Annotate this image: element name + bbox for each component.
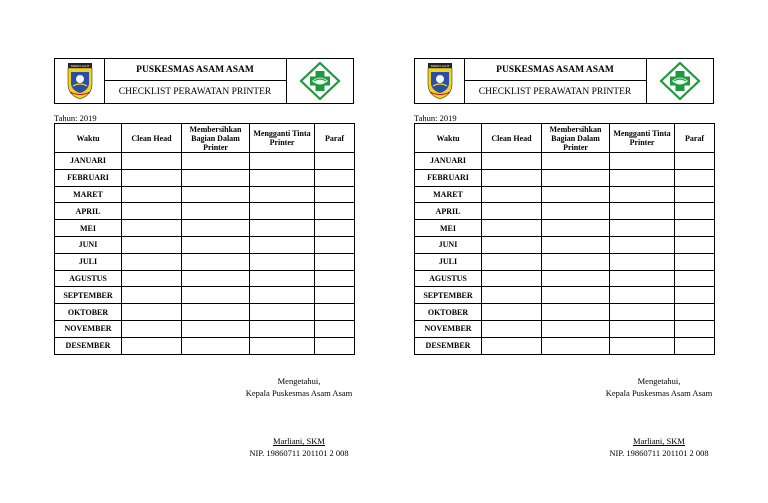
acknowledgement-block <box>234 375 364 399</box>
check-cell[interactable] <box>482 304 542 321</box>
check-cell[interactable] <box>482 186 542 203</box>
check-cell[interactable] <box>542 287 610 304</box>
regency-logo-cell <box>55 59 105 103</box>
check-cell[interactable] <box>675 253 715 270</box>
check-cell[interactable] <box>675 220 715 237</box>
check-cell[interactable] <box>610 337 675 354</box>
check-cell[interactable] <box>675 337 715 354</box>
month-label: APRIL <box>55 203 122 220</box>
check-cell[interactable] <box>610 287 675 304</box>
column-header: Paraf <box>315 124 355 153</box>
table-row <box>415 304 715 321</box>
table-row <box>415 320 715 337</box>
check-cell[interactable] <box>122 337 182 354</box>
regency-logo-cell <box>415 59 465 103</box>
table-row <box>415 337 715 354</box>
column-header: Waktu <box>415 124 482 153</box>
form-header <box>414 58 714 104</box>
title-cell <box>104 59 287 103</box>
check-cell[interactable] <box>250 270 315 287</box>
check-cell[interactable] <box>182 220 250 237</box>
check-cell[interactable] <box>675 287 715 304</box>
month-label: FEBRUARI <box>55 169 122 186</box>
month-label: AGUSTUS <box>55 270 122 287</box>
checklist-table <box>414 123 715 355</box>
table-row <box>55 186 355 203</box>
table-row <box>415 220 715 237</box>
checklist-table <box>54 123 355 355</box>
check-cell[interactable] <box>675 304 715 321</box>
year-label: Tahun: 2019 <box>54 113 97 123</box>
month-label: APRIL <box>415 203 482 220</box>
month-label: AGUSTUS <box>415 270 482 287</box>
table-row <box>415 253 715 270</box>
table-row <box>55 270 355 287</box>
check-cell[interactable] <box>122 270 182 287</box>
check-cell[interactable] <box>182 287 250 304</box>
check-cell[interactable] <box>610 304 675 321</box>
table-row <box>55 304 355 321</box>
check-cell[interactable] <box>482 287 542 304</box>
check-cell[interactable] <box>675 320 715 337</box>
check-cell[interactable] <box>542 236 610 253</box>
check-cell[interactable] <box>250 186 315 203</box>
checklist-sheet <box>414 58 714 458</box>
checklist-sheet <box>54 58 354 458</box>
check-cell[interactable] <box>182 203 250 220</box>
table-row <box>55 320 355 337</box>
check-cell[interactable] <box>182 337 250 354</box>
check-cell[interactable] <box>122 253 182 270</box>
month-label: OKTOBER <box>55 304 122 321</box>
check-cell[interactable] <box>315 236 355 253</box>
puskesmas-logo-cell <box>646 59 713 103</box>
check-cell[interactable] <box>542 169 610 186</box>
month-label: MARET <box>55 186 122 203</box>
month-label: SEPTEMBER <box>55 287 122 304</box>
check-cell[interactable] <box>122 304 182 321</box>
check-cell[interactable] <box>675 186 715 203</box>
table-row <box>415 270 715 287</box>
month-label: JULI <box>55 253 122 270</box>
column-header: Mengganti Tinta Printer <box>610 124 675 153</box>
table-header-row <box>55 124 355 153</box>
check-cell[interactable] <box>482 236 542 253</box>
check-cell[interactable] <box>675 153 715 170</box>
check-cell[interactable] <box>542 186 610 203</box>
check-cell[interactable] <box>610 253 675 270</box>
check-cell[interactable] <box>250 337 315 354</box>
check-cell[interactable] <box>315 253 355 270</box>
check-cell[interactable] <box>182 270 250 287</box>
month-label: DESEMBER <box>415 337 482 354</box>
check-cell[interactable] <box>675 270 715 287</box>
check-cell[interactable] <box>122 203 182 220</box>
check-cell[interactable] <box>122 320 182 337</box>
column-header: Clean Head <box>482 124 542 153</box>
signer-nip: NIP. 19860711 201101 2 008 <box>609 448 709 458</box>
table-row <box>415 203 715 220</box>
check-cell[interactable] <box>182 153 250 170</box>
month-label: MARET <box>415 186 482 203</box>
check-cell[interactable] <box>542 153 610 170</box>
year-label: Tahun: 2019 <box>414 113 457 123</box>
table-row <box>415 186 715 203</box>
check-cell[interactable] <box>610 203 675 220</box>
check-cell[interactable] <box>182 169 250 186</box>
check-cell[interactable] <box>542 203 610 220</box>
check-cell[interactable] <box>250 253 315 270</box>
check-cell[interactable] <box>315 320 355 337</box>
check-cell[interactable] <box>250 169 315 186</box>
check-cell[interactable] <box>250 236 315 253</box>
check-cell[interactable] <box>122 186 182 203</box>
check-cell[interactable] <box>182 253 250 270</box>
month-label: MEI <box>55 220 122 237</box>
check-cell[interactable] <box>610 169 675 186</box>
acknowledged-label: Mengetahui, <box>637 376 681 386</box>
month-label: OKTOBER <box>415 304 482 321</box>
check-cell[interactable] <box>315 169 355 186</box>
svg-text:TANAH LAUT: TANAH LAUT <box>430 64 449 68</box>
table-row <box>55 153 355 170</box>
check-cell[interactable] <box>315 337 355 354</box>
check-cell[interactable] <box>482 153 542 170</box>
check-cell[interactable] <box>122 220 182 237</box>
check-cell[interactable] <box>542 270 610 287</box>
form-title: CHECKLIST PERAWATAN PRINTER <box>478 87 632 97</box>
month-label: JUNI <box>55 236 122 253</box>
form-title: CHECKLIST PERAWATAN PRINTER <box>118 87 272 97</box>
check-cell[interactable] <box>122 236 182 253</box>
column-header: Membersihkan Bagian Dalam Printer <box>542 124 610 153</box>
check-cell[interactable] <box>610 236 675 253</box>
month-label: JANUARI <box>55 153 122 170</box>
position-label: Kepala Puskesmas Asam Asam <box>245 388 353 398</box>
check-cell[interactable] <box>482 220 542 237</box>
table-row <box>55 220 355 237</box>
check-cell[interactable] <box>542 253 610 270</box>
check-cell[interactable] <box>182 236 250 253</box>
signature-block <box>594 435 724 459</box>
check-cell[interactable] <box>675 203 715 220</box>
check-cell[interactable] <box>542 320 610 337</box>
acknowledged-label: Mengetahui, <box>277 376 321 386</box>
table-row <box>55 203 355 220</box>
column-header: Membersihkan Bagian Dalam Printer <box>182 124 250 153</box>
column-header: Clean Head <box>122 124 182 153</box>
check-cell[interactable] <box>542 220 610 237</box>
month-label: MEI <box>415 220 482 237</box>
table-row <box>415 287 715 304</box>
signer-name: Marliani, SKM <box>273 436 325 446</box>
check-cell[interactable] <box>675 236 715 253</box>
check-cell[interactable] <box>482 337 542 354</box>
table-row <box>415 169 715 186</box>
signer-nip: NIP. 19860711 201101 2 008 <box>249 448 349 458</box>
check-cell[interactable] <box>182 320 250 337</box>
column-header: Waktu <box>55 124 122 153</box>
check-cell[interactable] <box>315 153 355 170</box>
check-cell[interactable] <box>675 169 715 186</box>
puskesmas-cross-icon <box>299 62 341 100</box>
check-cell[interactable] <box>315 186 355 203</box>
column-header: Paraf <box>675 124 715 153</box>
table-row <box>55 287 355 304</box>
puskesmas-logo-cell <box>286 59 353 103</box>
form-header <box>54 58 354 104</box>
check-cell[interactable] <box>122 153 182 170</box>
check-cell[interactable] <box>315 203 355 220</box>
check-cell[interactable] <box>482 320 542 337</box>
check-cell[interactable] <box>250 287 315 304</box>
table-header-row <box>415 124 715 153</box>
title-cell <box>464 59 647 103</box>
table-row <box>55 337 355 354</box>
check-cell[interactable] <box>542 337 610 354</box>
check-cell[interactable] <box>250 304 315 321</box>
puskesmas-cross-icon <box>659 62 701 100</box>
column-header: Mengganti Tinta Printer <box>250 124 315 153</box>
month-label: JANUARI <box>415 153 482 170</box>
month-label: NOVEMBER <box>415 320 482 337</box>
month-label: NOVEMBER <box>55 320 122 337</box>
check-cell[interactable] <box>610 320 675 337</box>
month-label: JUNI <box>415 236 482 253</box>
check-cell[interactable] <box>610 186 675 203</box>
check-cell[interactable] <box>610 270 675 287</box>
month-label: FEBRUARI <box>415 169 482 186</box>
table-row <box>55 169 355 186</box>
check-cell[interactable] <box>182 186 250 203</box>
check-cell[interactable] <box>315 304 355 321</box>
table-row <box>55 236 355 253</box>
signature-block <box>234 435 364 459</box>
check-cell[interactable] <box>250 320 315 337</box>
check-cell[interactable] <box>250 203 315 220</box>
month-label: SEPTEMBER <box>415 287 482 304</box>
check-cell[interactable] <box>610 153 675 170</box>
check-cell[interactable] <box>315 287 355 304</box>
acknowledgement-block <box>594 375 724 399</box>
month-label: DESEMBER <box>55 337 122 354</box>
check-cell[interactable] <box>482 203 542 220</box>
check-cell[interactable] <box>250 153 315 170</box>
tanah-laut-emblem-icon <box>425 62 455 100</box>
tanah-laut-emblem-icon <box>65 62 95 100</box>
clinic-name: PUSKESMAS ASAM ASAM <box>464 59 646 81</box>
check-cell[interactable] <box>315 270 355 287</box>
check-cell[interactable] <box>610 220 675 237</box>
check-cell[interactable] <box>250 220 315 237</box>
svg-text:TANAH LAUT: TANAH LAUT <box>70 64 89 68</box>
table-row <box>415 236 715 253</box>
check-cell[interactable] <box>182 304 250 321</box>
signer-name: Marliani, SKM <box>633 436 685 446</box>
check-cell[interactable] <box>122 169 182 186</box>
table-row <box>55 253 355 270</box>
check-cell[interactable] <box>315 220 355 237</box>
table-row <box>415 153 715 170</box>
check-cell[interactable] <box>482 169 542 186</box>
check-cell[interactable] <box>542 304 610 321</box>
check-cell[interactable] <box>482 270 542 287</box>
clinic-name: PUSKESMAS ASAM ASAM <box>104 59 286 81</box>
check-cell[interactable] <box>482 253 542 270</box>
check-cell[interactable] <box>122 287 182 304</box>
position-label: Kepala Puskesmas Asam Asam <box>605 388 713 398</box>
month-label: JULI <box>415 253 482 270</box>
